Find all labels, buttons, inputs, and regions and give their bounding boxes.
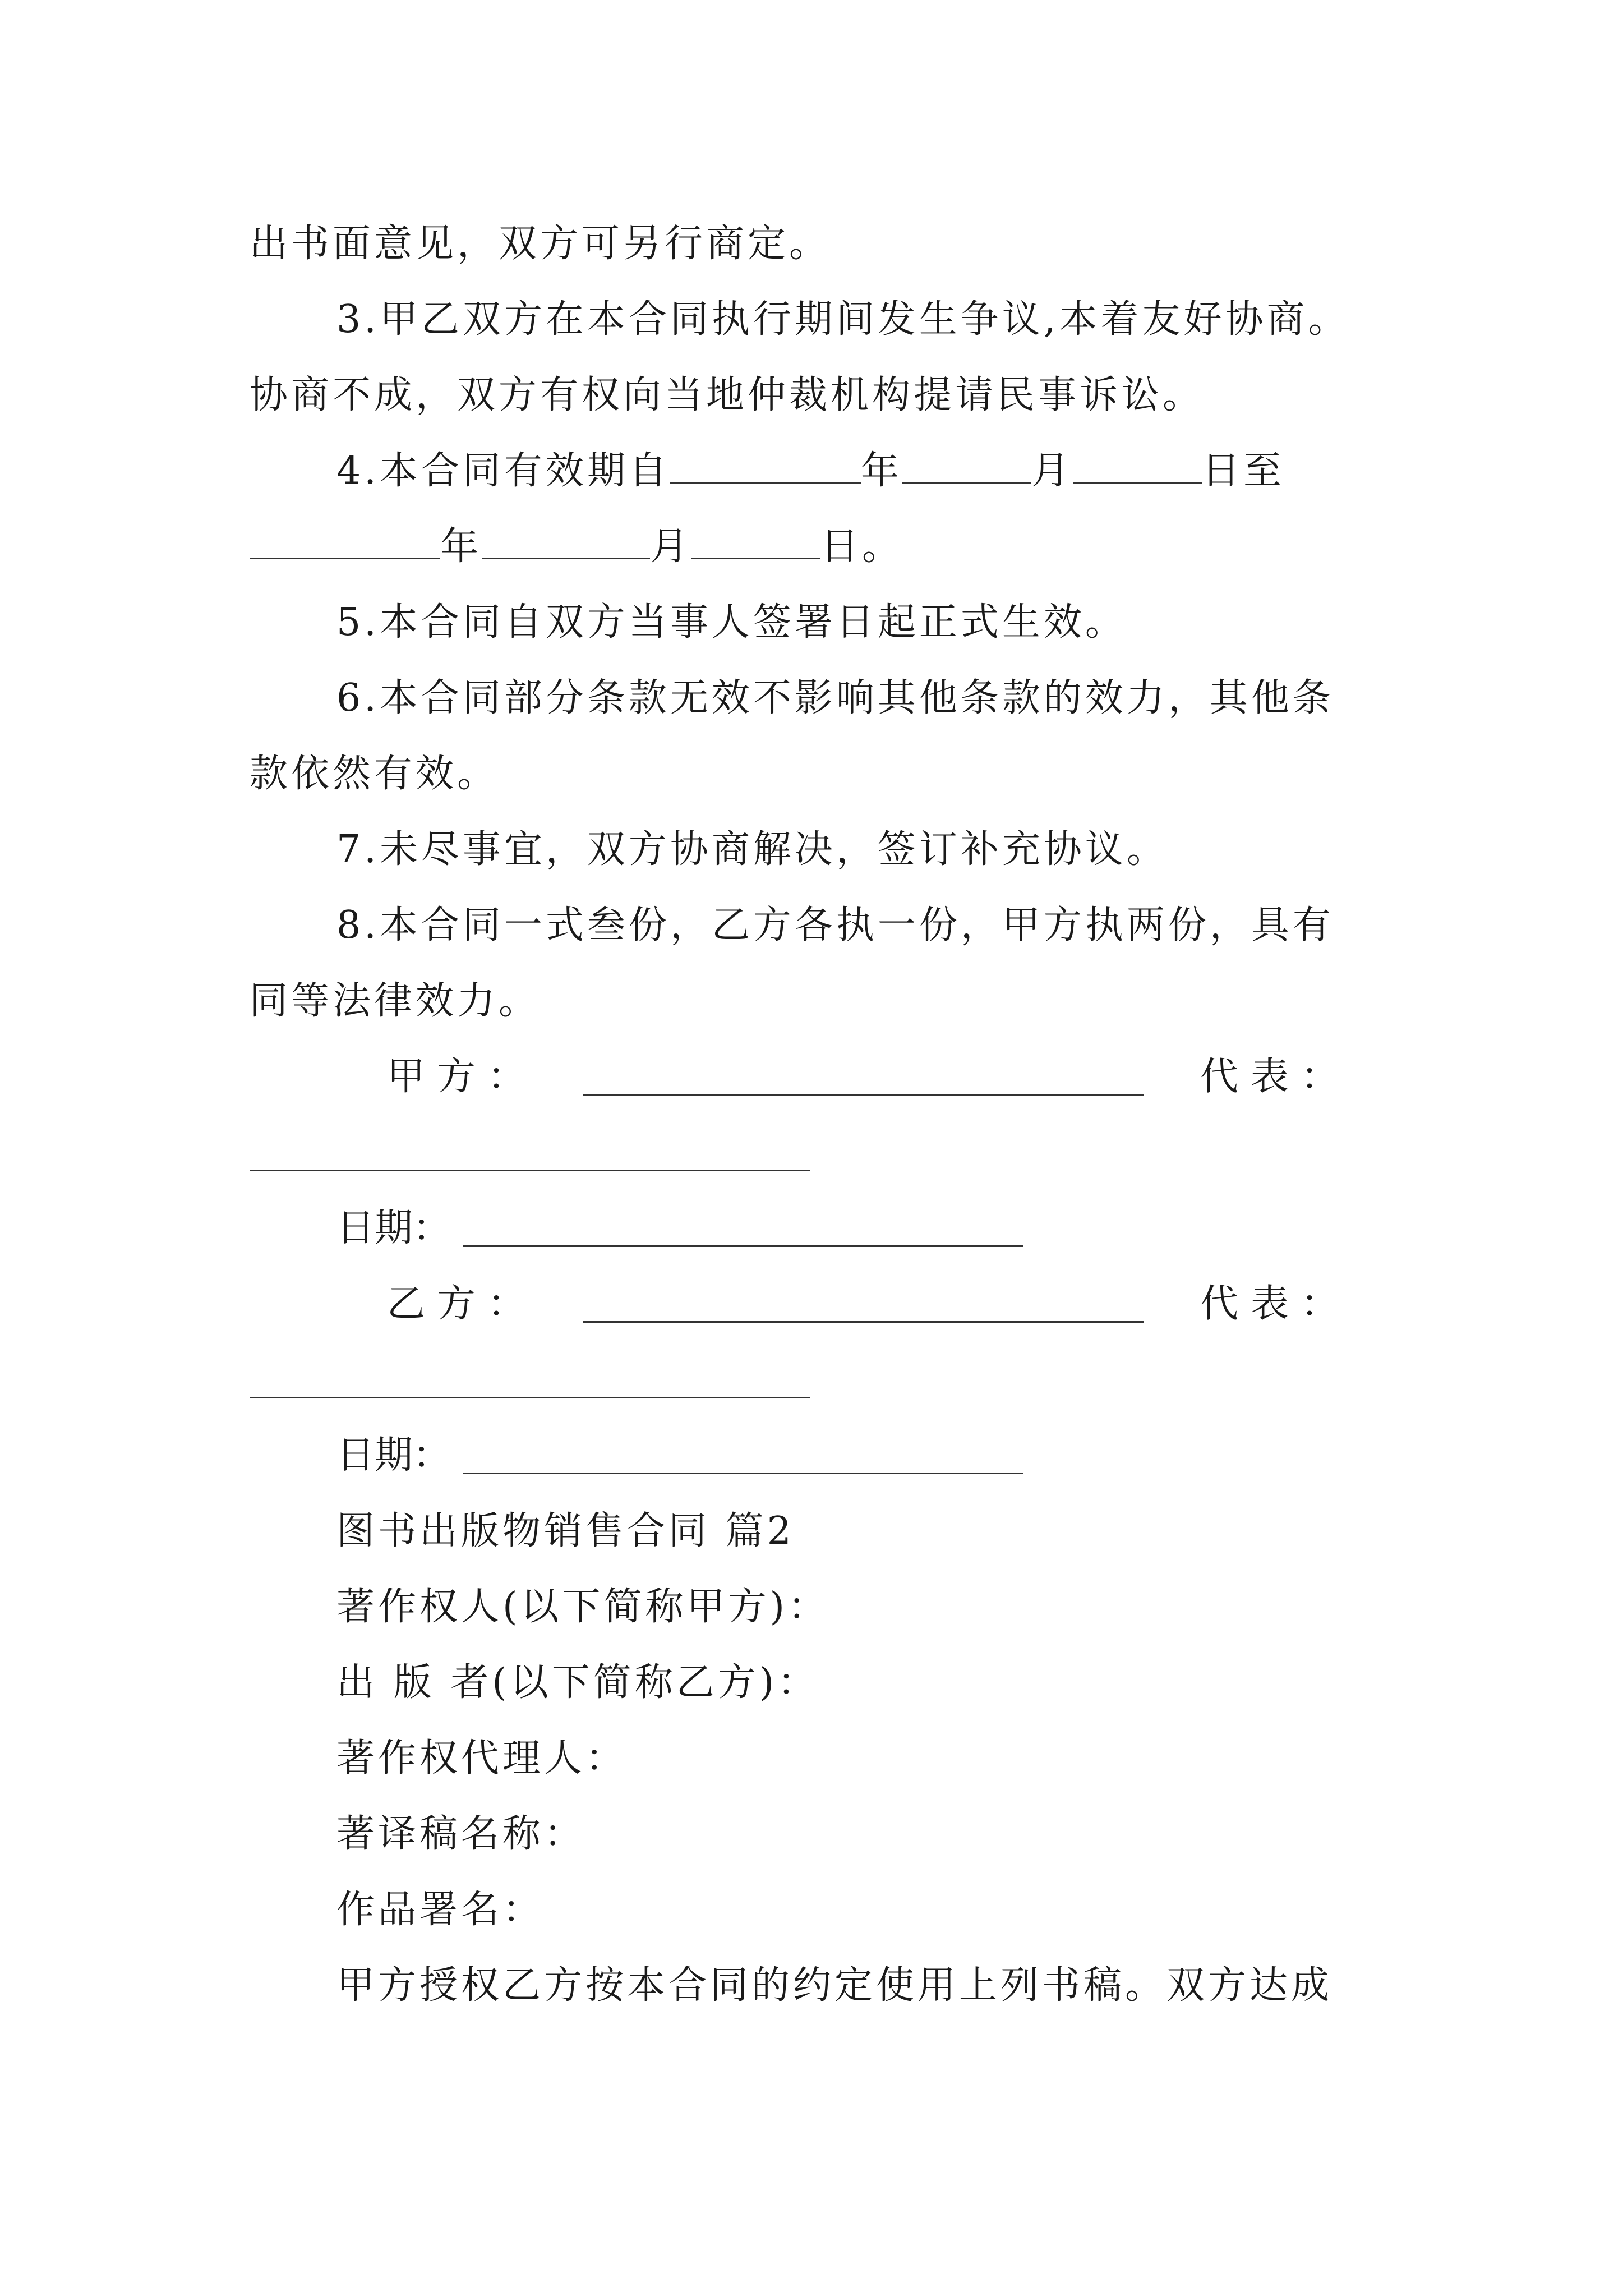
party-a-signature-line <box>583 1094 1144 1096</box>
clause-5: 5.本合同自双方当事人签署日起正式生效。 <box>336 600 1127 645</box>
day-blank <box>1073 447 1202 484</box>
party-a-label: 甲 方 ： <box>387 1055 526 1099</box>
section-2-title: 图书出版物销售合同 篇2 <box>336 1509 795 1553</box>
rep-b-signature-line <box>250 1397 810 1398</box>
clause-4-line-1 <box>336 446 1285 496</box>
clause-7: 7.未尽事宜，双方协商解决，签订补充协议。 <box>336 827 1168 872</box>
copyright-agent-label: 著作权代理人： <box>336 1736 628 1780</box>
clause-6-line-2: 款依然有效。 <box>250 752 499 796</box>
manuscript-name-label: 著译稿名称： <box>336 1812 586 1856</box>
end-day-label: 日。 <box>820 524 904 569</box>
end-day-blank <box>691 523 820 559</box>
day-label: 日至 <box>1201 449 1285 493</box>
month-label: 月 <box>1031 449 1073 493</box>
end-month-blank <box>482 523 650 559</box>
authorization-paragraph: 甲方授权乙方按本合同的约定使用上列书稿。双方达成 <box>336 1963 1333 2008</box>
year-blank <box>670 447 861 484</box>
clause-4-line-2 <box>250 522 903 572</box>
end-month-label: 月 <box>650 524 692 569</box>
clause-8-line-1: 8.本合同一式叁份，乙方各执一份，甲方执两份，具有 <box>336 903 1334 947</box>
clause-4-text: 4.本合同有效期自 <box>336 449 670 493</box>
clause-3-line-1: 3.甲乙双方在本合同执行期间发生争议,本着友好协商。 <box>336 297 1350 342</box>
rep-b-label: 代 表 ： <box>1200 1282 1339 1326</box>
date-a-line <box>463 1245 1023 1247</box>
clause-8-line-2: 同等法律效力。 <box>250 979 541 1023</box>
party-b-label: 乙 方 ： <box>387 1282 526 1326</box>
copyright-holder-label: 著作权人(以下简称甲方)： <box>336 1585 830 1629</box>
year-label: 年 <box>860 449 902 493</box>
party-b-signature-line <box>583 1321 1144 1323</box>
date-a-label: 日期： <box>336 1206 451 1250</box>
paragraph-line: 出书面意见，双方可另行商定。 <box>250 222 831 266</box>
publisher-label: 出 版 者(以下简称乙方)： <box>336 1660 819 1705</box>
clause-6-line-1: 6.本合同部分条款无效不影响其他条款的效力，其他条 <box>336 676 1334 720</box>
rep-a-label: 代 表 ： <box>1200 1055 1339 1099</box>
clause-3-line-2: 协商不成，双方有权向当地仲裁机构提请民事诉讼。 <box>250 373 1205 417</box>
end-year-blank <box>250 523 440 559</box>
month-blank <box>902 447 1031 484</box>
rep-a-signature-line <box>250 1170 810 1171</box>
end-year-label: 年 <box>440 524 482 569</box>
date-b-line <box>463 1473 1023 1474</box>
date-b-label: 日期： <box>336 1433 451 1478</box>
work-signature-label: 作品署名： <box>336 1888 545 1932</box>
